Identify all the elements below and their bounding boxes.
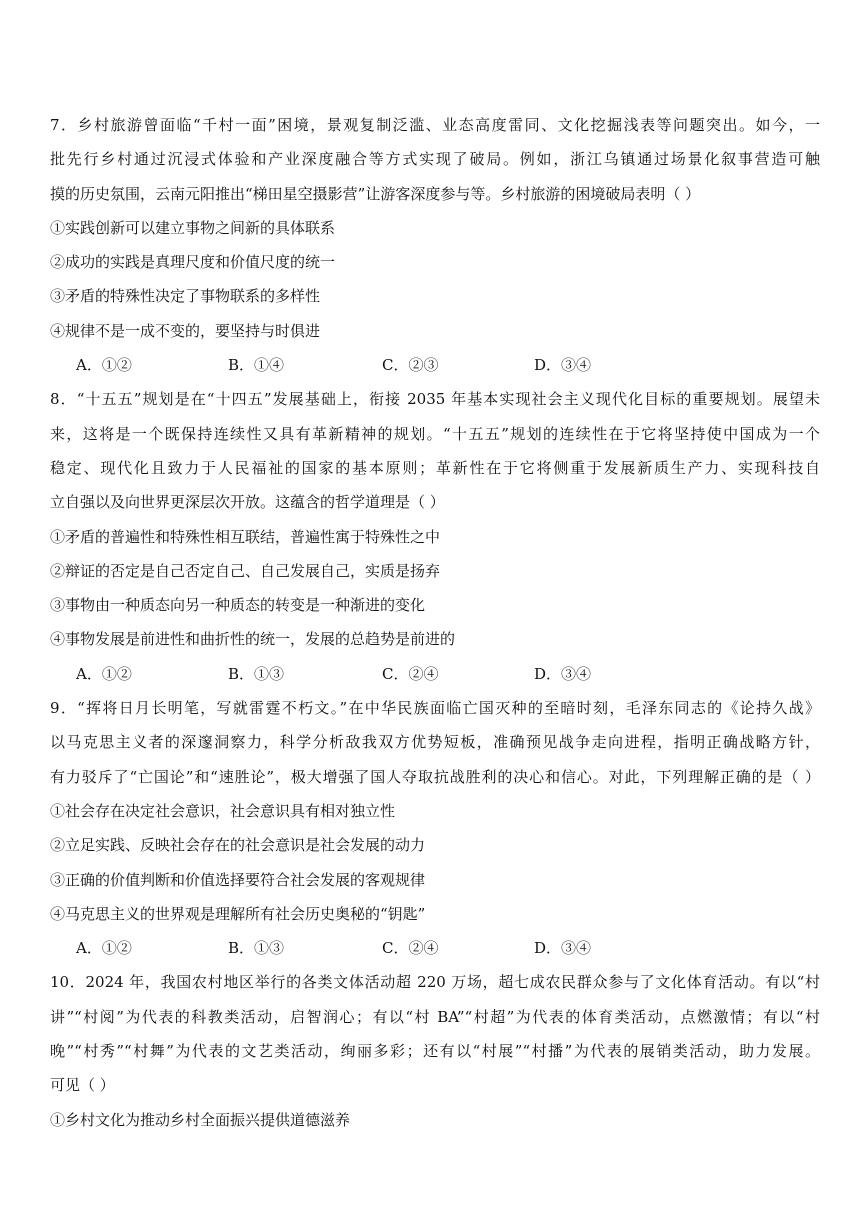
question-list xyxy=(50,108,820,1137)
question-7-stem-line-2: 批先行乡村通过沉浸式体验和产业深度融合等方式实现了破局。例如，浙江乌镇通过场景化叙事营造可触 xyxy=(50,150,820,169)
question-10-stem-line-4: 可见（ ） xyxy=(50,1076,115,1095)
question-7-statement-3: ③矛盾的特殊性决定了事物联系的多样性 xyxy=(50,287,321,306)
question-10-stem-line-3: 晚”“村秀”“村舞”为代表的文艺类活动，绚丽多彩；还有以“村展”“村播”为代表的展销类活动，助力发展。 xyxy=(50,1042,820,1061)
question-9-choices xyxy=(50,931,820,965)
question-9-statement-4: ④马克思主义的世界观是理解所有社会历史奥秘的“钥匙” xyxy=(50,904,426,923)
question-10-stem-line-2: 讲”“村阅”为代表的科教类活动，启智润心；有以“村 BA”“村超”为代表的体育类活动，点燃激情；有以“村 xyxy=(50,1007,820,1026)
question-7-statement-2: ②成功的实践是真理尺度和价值尺度的统一 xyxy=(50,253,336,272)
question-8-statement-4: ④事物发展是前进性和曲折性的统一，发展的总趋势是前进的 xyxy=(50,630,456,649)
question-9-choice-a: A．①② xyxy=(76,939,132,958)
question-8-stem-line-4: 立自强以及向世界更深层次开放。这蕴含的哲学道理是（ ） xyxy=(50,493,445,512)
question-8-choice-a: A．①② xyxy=(76,664,132,683)
question-7-statement-1: ①实践创新可以建立事物之间新的具体联系 xyxy=(50,218,336,237)
question-9-statement-2: ②立足实践、反映社会存在的社会意识是社会发展的动力 xyxy=(50,836,426,855)
question-7-choices xyxy=(50,348,820,382)
question-9-stem-line-2: 以马克思主义者的深邃洞察力，科学分析敌我双方优势短板，准确预见战争走向进程，指明正确战略方针， xyxy=(50,733,820,752)
question-9-stem-line-1: 9．“挥将日月长明笔，写就雷霆不朽文。”在中华民族面临亡国灭种的至暗时刻，毛泽东同志的《论持久战》 xyxy=(50,699,820,718)
question-9-choice-d: D．③④ xyxy=(534,939,592,958)
question-9-choice-b: B．①③ xyxy=(228,939,285,958)
question-8-statement-2: ②辩证的否定是自己否定自己、自己发展自己，实质是扬弃 xyxy=(50,561,441,580)
question-10-stem-line-1: 10．2024 年，我国农村地区举行的各类文体活动超 220 万场，超七成农民群众参与了文化体育活动。有以“村 xyxy=(50,973,820,992)
question-9-statement-3: ③正确的价值判断和价值选择要符合社会发展的客观规律 xyxy=(50,870,426,889)
question-10-statement-1: ①乡村文化为推动乡村全面振兴提供道德滋养 xyxy=(50,1110,351,1129)
question-8-statement-3: ③事物由一种质态向另一种质态的转变是一种渐进的变化 xyxy=(50,596,426,615)
question-8 xyxy=(50,382,820,691)
question-8-stem-line-2: 来，这将是一个既保持连续性又具有革新精神的规划。“十五五”规划的连续性在于它将坚持使中国成为一个 xyxy=(50,424,820,443)
question-7-stem-line-3: 摸的历史氛围，云南元阳推出“梯田星空摄影营”让游客深度参与等。乡村旅游的困境破局表明（ ） xyxy=(50,184,701,203)
question-10 xyxy=(50,965,820,1136)
question-7-statement-4: ④规律不是一成不变的，要坚持与时俱进 xyxy=(50,321,321,340)
question-7-choice-a: A．①② xyxy=(76,356,132,375)
question-8-stem-line-1: 8．“十五五”规划是在“十四五”发展基础上，衔接 2035 年基本实现社会主义现代化目标的重要规划。展望未 xyxy=(50,390,820,409)
question-8-choice-b: B．①③ xyxy=(228,664,285,683)
question-8-stem-line-3: 稳定、现代化且致力于人民福祉的国家的基本原则；革新性在于它将侧重于发展新质生产力、实现科技自 xyxy=(50,458,820,477)
question-8-choices xyxy=(50,657,820,691)
question-7-stem-line-1: 7．乡村旅游曾面临“千村一面”困境，景观复制泛滥、业态高度雷同、文化挖掘浅表等问题突出。如今，一 xyxy=(50,116,820,134)
question-8-choice-d: D．③④ xyxy=(534,664,592,683)
question-7 xyxy=(50,108,820,382)
question-7-choice-c: C．②③ xyxy=(382,356,439,375)
question-8-statement-1: ①矛盾的普遍性和特殊性相互联结，普遍性寓于特殊性之中 xyxy=(50,527,441,546)
question-9-choice-c: C．②④ xyxy=(382,939,439,958)
question-9-statement-1: ①社会存在决定社会意识，社会意识具有相对独立性 xyxy=(50,801,396,820)
question-7-choice-b: B．①④ xyxy=(228,356,285,375)
question-8-choice-c: C．②④ xyxy=(382,664,439,683)
question-7-choice-d: D．③④ xyxy=(534,356,592,375)
question-9-stem-line-3: 有力驳斥了“亡国论”和“速胜论”，极大增强了国人夺取抗战胜利的决心和信心。对此，下列理解正确的是（ ） xyxy=(50,767,820,786)
question-9 xyxy=(50,691,820,965)
